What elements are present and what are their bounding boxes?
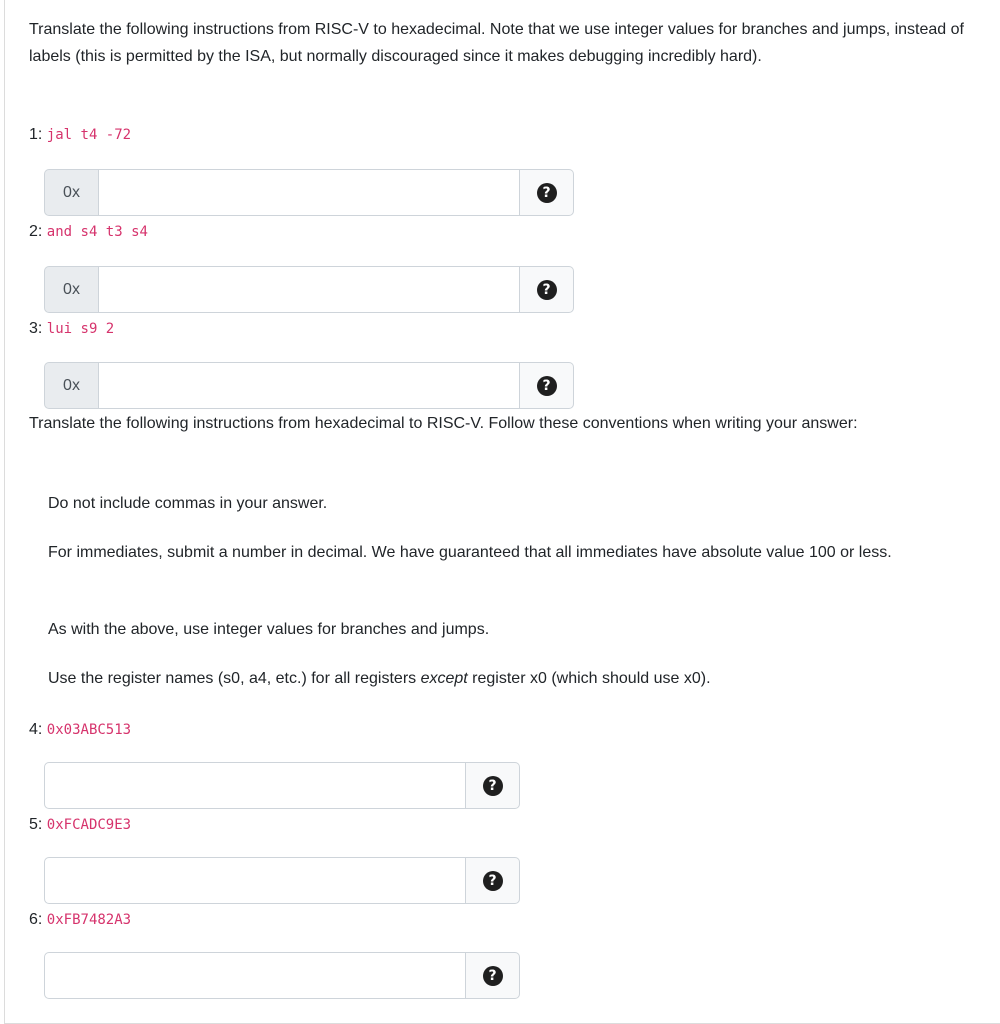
- answer-group-1: [44, 169, 574, 216]
- help-button-2[interactable]: [520, 266, 574, 313]
- question-code: 0xFB7482A3: [46, 912, 132, 928]
- answer-group-3: [44, 362, 574, 409]
- answer-group-4: [44, 762, 520, 809]
- help-button-4[interactable]: [466, 762, 520, 809]
- question-circle-icon: ?: [537, 376, 557, 396]
- question-number: 1:: [29, 126, 43, 143]
- question-circle-icon: ?: [537, 183, 557, 203]
- help-button-6[interactable]: [466, 952, 520, 999]
- answer-input-1[interactable]: [98, 169, 520, 216]
- question-2-label: [29, 222, 148, 242]
- convention-4: [29, 665, 994, 692]
- help-button-3[interactable]: [520, 362, 574, 409]
- question-3-label: [29, 319, 114, 339]
- question-code: and s4 t3 s4: [46, 224, 148, 240]
- question-number: 3:: [29, 320, 43, 337]
- section1-intro: Translate the following instructions from RISC-V to hexadecimal. Note that we use integer values for branches and jumps, instead of labels (this is permitted by the ISA, but normally discouraged since it makes debugging incredibly hard).: [29, 21, 964, 65]
- help-button-5[interactable]: [466, 857, 520, 904]
- hex-prefix: 0x: [44, 266, 98, 313]
- convention-2: For immediates, submit a number in decimal. We have guaranteed that all immediates have absolute value 100 or less.: [48, 544, 892, 561]
- answer-input-6[interactable]: [44, 952, 466, 999]
- question-number: 6:: [29, 911, 43, 928]
- question-6-label: [29, 910, 131, 930]
- question-code: jal t4 -72: [46, 127, 132, 143]
- hex-prefix: 0x: [44, 362, 98, 409]
- answer-input-4[interactable]: [44, 762, 466, 809]
- question-circle-icon: ?: [483, 871, 503, 891]
- question-4-label: [29, 720, 131, 740]
- help-button-1[interactable]: [520, 169, 574, 216]
- convention-4-after: register x0 (which should use x0).: [467, 670, 711, 687]
- answer-input-5[interactable]: [44, 857, 466, 904]
- answer-input-3[interactable]: [98, 362, 520, 409]
- convention-4-before: Use the register names (s0, a4, etc.) for all registers: [48, 670, 421, 687]
- answer-group-5: [44, 857, 520, 904]
- question-circle-icon: ?: [483, 776, 503, 796]
- question-code: lui s9 2: [46, 321, 115, 337]
- question-circle-icon: ?: [483, 966, 503, 986]
- question-code: 0x03ABC513: [46, 722, 132, 738]
- question-number: 2:: [29, 223, 43, 240]
- question-number: 5:: [29, 816, 43, 833]
- question-card: [4, 0, 1000, 1024]
- question-code: 0xFCADC9E3: [46, 817, 132, 833]
- hex-prefix: 0x: [44, 169, 98, 216]
- question-5-label: [29, 815, 131, 835]
- convention-4-emphasis: except: [420, 670, 468, 687]
- question-circle-icon: ?: [537, 280, 557, 300]
- convention-1: Do not include commas in your answer.: [48, 495, 328, 512]
- question-number: 4:: [29, 721, 43, 738]
- answer-group-6: [44, 952, 520, 999]
- answer-group-2: [44, 266, 574, 313]
- convention-3: As with the above, use integer values for branches and jumps.: [48, 621, 490, 638]
- question-1-label: [29, 125, 131, 145]
- answer-input-2[interactable]: [98, 266, 520, 313]
- section2-intro: Translate the following instructions from hexadecimal to RISC-V. Follow these conventions when writing your answer:: [29, 415, 858, 432]
